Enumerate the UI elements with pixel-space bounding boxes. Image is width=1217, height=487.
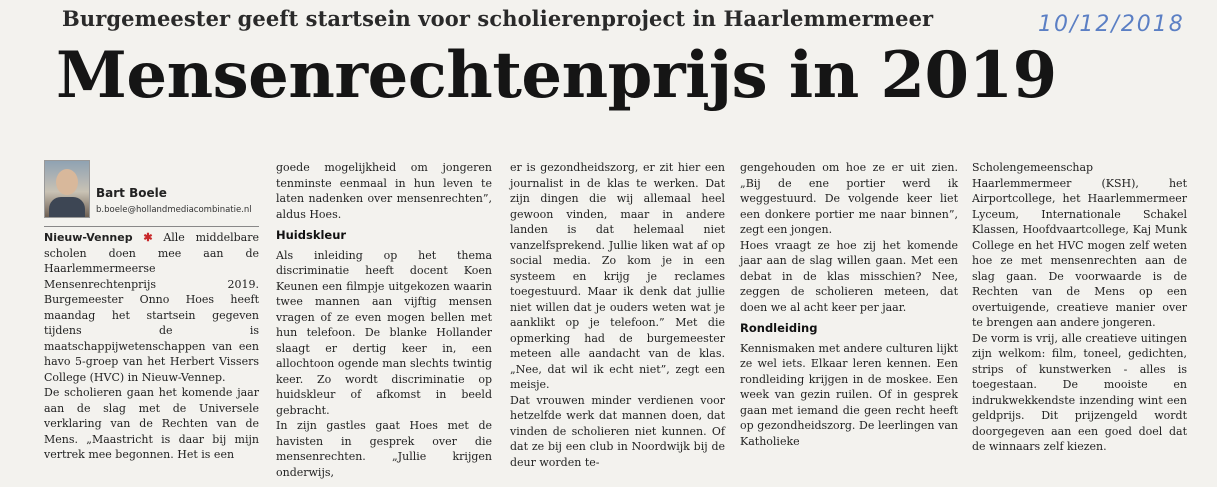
author-name: Bart Boele [96,186,167,200]
author-email[interactable]: b.boele@hollandmediacombinatie.nl [96,205,252,215]
column-5 [972,160,1187,460]
lead-paragraph [44,230,259,385]
dateline: Nieuw-Vennep [44,231,133,244]
col2-paragraph-3: In zijn gastles gaat Hoes met de havisten in gesprek over die mensenrechten. „Jullie krijgen onderwijs, [276,419,492,479]
column-4 [740,160,958,460]
column-1 [44,158,259,478]
col4-paragraph-1: gengehouden om hoe ze er uit zien. „Bij de ene portier werd ik weggestuurd. De volgende keer liet een donkere portier me naar binnen”, zegt een jongen. [740,161,958,236]
subheading-rondleiding: Rondleiding [740,321,818,335]
subheading-huidskleur: Huidskleur [276,228,347,242]
col4-paragraph-2: Hoes vraagt ze hoe zij het komende jaar aan de slag willen gaan. Met een debat in de klas misschien? Nee, zeggen de scholieren meteen, dat doen we al acht keer per jaar. [740,238,958,314]
dateline-star-icon: ✱ [143,231,153,244]
author-photo [44,160,90,218]
article-headline: Mensenrechtenprijs in 2019 [56,38,1057,113]
column-3 [510,160,725,469]
col2-paragraph-2: Als inleiding op het thema discriminatie heeft docent Koen Keunen een filmpje uitgekozen waarin twee mannen aan vijftig mensen vragen of ze even mogen bellen met hun telefoon. De blanke Hollander slaagt er dertig keer in, een allochtoon ogende man slechts twintig keer. Zo wordt discriminatie op huidskleur of afkomst in beeld gebracht. [276,248,492,417]
author-photo-shirt [49,197,85,217]
col5-paragraph-1: Scholengemeenschap Haarlemmermeer (KSH), het Airportcollege, het Haarlemmermeer Lyceum, Internationale Schakel Klassen, Hoofdvaartcollege, Kaj Munk College en het HVC mogen zelf weten hoe ze met mensenrechten aan de slag gaan. De voorwaarde is de Rechten van de Mens op een overtuigende, creatieve manier over te brengen aan andere jongeren. [972,161,1187,329]
col1-paragraph-1: Alle middelbare scholen doen mee aan de Haarlemmermeerse Mensenrechtenprijs 2019. Burgemeester Onno Hoes heeft maandag het startsein gegeven tijdens de is maatschappijwetenschappen van een havo 5-groep van het Herbert Vissers College (HVC) in Nieuw-Vennep. [44,231,260,384]
handwritten-date: 10/12/2018 [1038,12,1185,37]
byline-divider [44,226,259,227]
article-kicker: Burgemeester geeft startsein voor scholierenproject in Haarlemmermeer [62,6,934,31]
col3-paragraph-1: er is gezondheidszorg, er zit hier een journalist in de klas te werken. Dat zijn dingen die wij allemaal heel gewoon vinden, maar in andere landen is dat helemaal niet vanzelfsprekend. Jullie liken wat af op social media. Zo kom je in een systeem en krijg je reclames toegestuurd. Maar ik denk dat jullie niet willen dat je ouders weten wat je aanklikt op je telefoon.” Met die opmerking had de burgemeester meteen alle aandacht van de klas. „Nee, dat wil ik echt niet”, zegt een meisje. [510,161,725,391]
col3-paragraph-2: Dat vrouwen minder verdienen voor hetzelfde werk dat mannen doen, dat vinden de scholieren niet kunnen. Of dat ze bij een club in Noordwijk bij de deur worden te- [510,393,725,469]
byline [44,158,259,230]
col1-paragraph-2: De scholieren gaan het komende jaar aan de slag met de Universele verklaring van de Rechten van de Mens. „Maastricht is daar bij mijn vertrek mee begonnen. Het is een [44,386,259,461]
column-2 [276,160,492,479]
col2-paragraph-1: goede mogelijkheid om jongeren tenminste eenmaal in hun leven te laten nadenken over mensenrechten”, aldus Hoes. [276,161,492,221]
col4-paragraph-3: Kennismaken met andere culturen lijkt ze wel iets. Elkaar leren kennen. Een rondleiding krijgen in de moskee. Een week van gezin ruilen. Of in gesprek gaan met iemand die geen recht heeft op gezondheidszorg. De leerlingen van Katholieke [740,341,958,448]
author-photo-head [56,169,78,195]
col5-paragraph-2: De vorm is vrij, alle creatieve uitingen zijn welkom: film, toneel, gedichten, strips of kunstwerken - alles is toegestaan. De mooiste en indrukwekkendste inzending wint een geldprijs. Dit prijzengeld wordt doorgegeven aan een goed doel dat de winnaars zelf kiezen. [972,331,1187,453]
